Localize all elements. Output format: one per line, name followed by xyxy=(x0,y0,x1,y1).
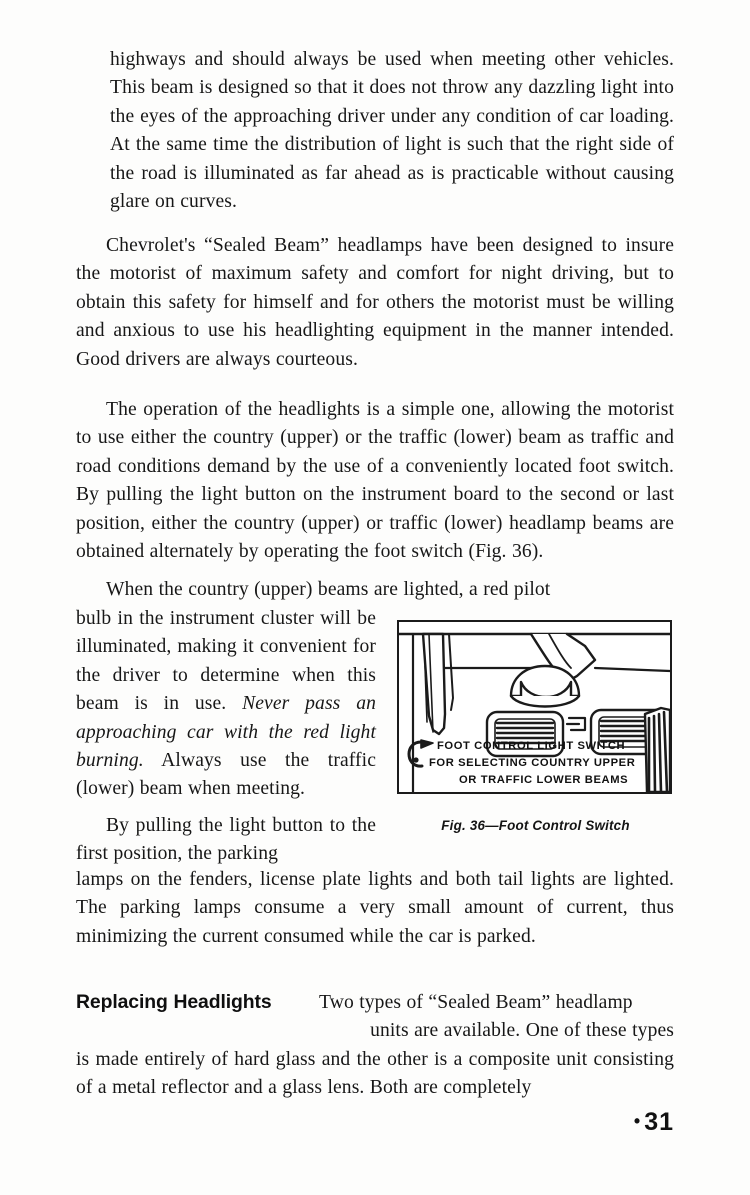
page-number-value: 31 xyxy=(644,1108,674,1136)
paragraph-parking-lamps-body xyxy=(76,866,674,951)
paragraph-2-text: Chevrolet's “Sealed Beam” headlamps have been designed to insure the motorist of maximum safety and comfort for night driving, but to obtain this safety for himself and for others the motorist must be willing and anxious to use his headlighting equipment in the manner intended. Good drivers are always courteous. xyxy=(76,235,674,370)
page-number-bullet: • xyxy=(633,1111,642,1131)
figure-36 xyxy=(397,620,674,794)
section-heading-replacing-headlights: Replacing Headlights xyxy=(76,991,272,1013)
paragraph-4-part-b: Always use the traffic (lower) beam when meeting. xyxy=(76,750,376,800)
paragraph-pilot-bulb-body xyxy=(76,605,376,804)
paragraph-6-line-2: units are available. One of these types xyxy=(370,1020,674,1042)
paragraph-6-line-1: Two types of “Sealed Beam” headlamp xyxy=(319,992,633,1013)
paragraph-4-wrap-text xyxy=(76,605,376,804)
figure-36-frame xyxy=(397,620,672,794)
paragraph-3-text: The operation of the headlights is a simple one, allowing the motorist to use either the country (upper) or the traffic (lower) beam as traffic and road conditions demand by the use of a conveniently located foot switch. By pulling the light button on the instrument board to the second or last position, either the country (upper) or traffic (lower) headlamp beams are obtained alternately by operating the foot switch (Fig. 36). xyxy=(76,399,674,563)
foot-control-switch-illustration xyxy=(399,622,670,792)
paragraph-6-text xyxy=(76,988,674,1103)
figure-36-caption: Fig. 36—Foot Control Switch xyxy=(441,818,630,833)
figure-label-line-1: FOOT CONTROL LIGHT SWITCH xyxy=(437,740,626,752)
paragraph-4-italic-warning: Never pass an approaching car with the red light burning. xyxy=(76,693,376,772)
paragraph-headlight-operation xyxy=(76,396,674,566)
paragraph-1-text: highways and should always be used when meeting other vehicles. This beam is designed so that it does not throw any dazzling light into the eyes of the approaching driver under any condition of car loading. At the same time the distribution of light is such that the right side of the road is illuminated as far ahead as is practicable without causing glare on curves. xyxy=(110,49,674,213)
figure-label-line-2: FOR SELECTING COUNTRY UPPER xyxy=(429,757,636,769)
figure-label-line-3: OR TRAFFIC LOWER BEAMS xyxy=(459,774,629,786)
paragraph-parking-lamps-lead xyxy=(76,812,376,869)
section-replacing-headlights xyxy=(76,988,674,1103)
paragraph-5-rest-text: lamps on the fenders, license plate lights and both tail lights are lighted. The parking lamps consume a very small amount of current, thus minimizing the current consumed while the car is parked. xyxy=(76,869,674,947)
paragraph-6-rest: is made entirely of hard glass and the other is a composite unit consisting of a metal reflector and a glass lens. Both are completely xyxy=(76,1048,674,1099)
paragraph-5-wrap-text: By pulling the light button to the first position, the parking xyxy=(76,815,376,865)
paragraph-pilot-bulb-lead xyxy=(76,576,674,604)
paragraph-sealed-beam xyxy=(76,232,674,374)
paragraph-continuation xyxy=(110,46,674,216)
paragraph-4-part-a: bulb in the instrument cluster will be illuminated, making it convenient for the driver to determine when this beam is in use. xyxy=(76,608,376,715)
paragraph-4-lead-text: When the country (upper) beams are lighted, a red pilot xyxy=(106,579,551,600)
page-number xyxy=(634,1108,674,1137)
